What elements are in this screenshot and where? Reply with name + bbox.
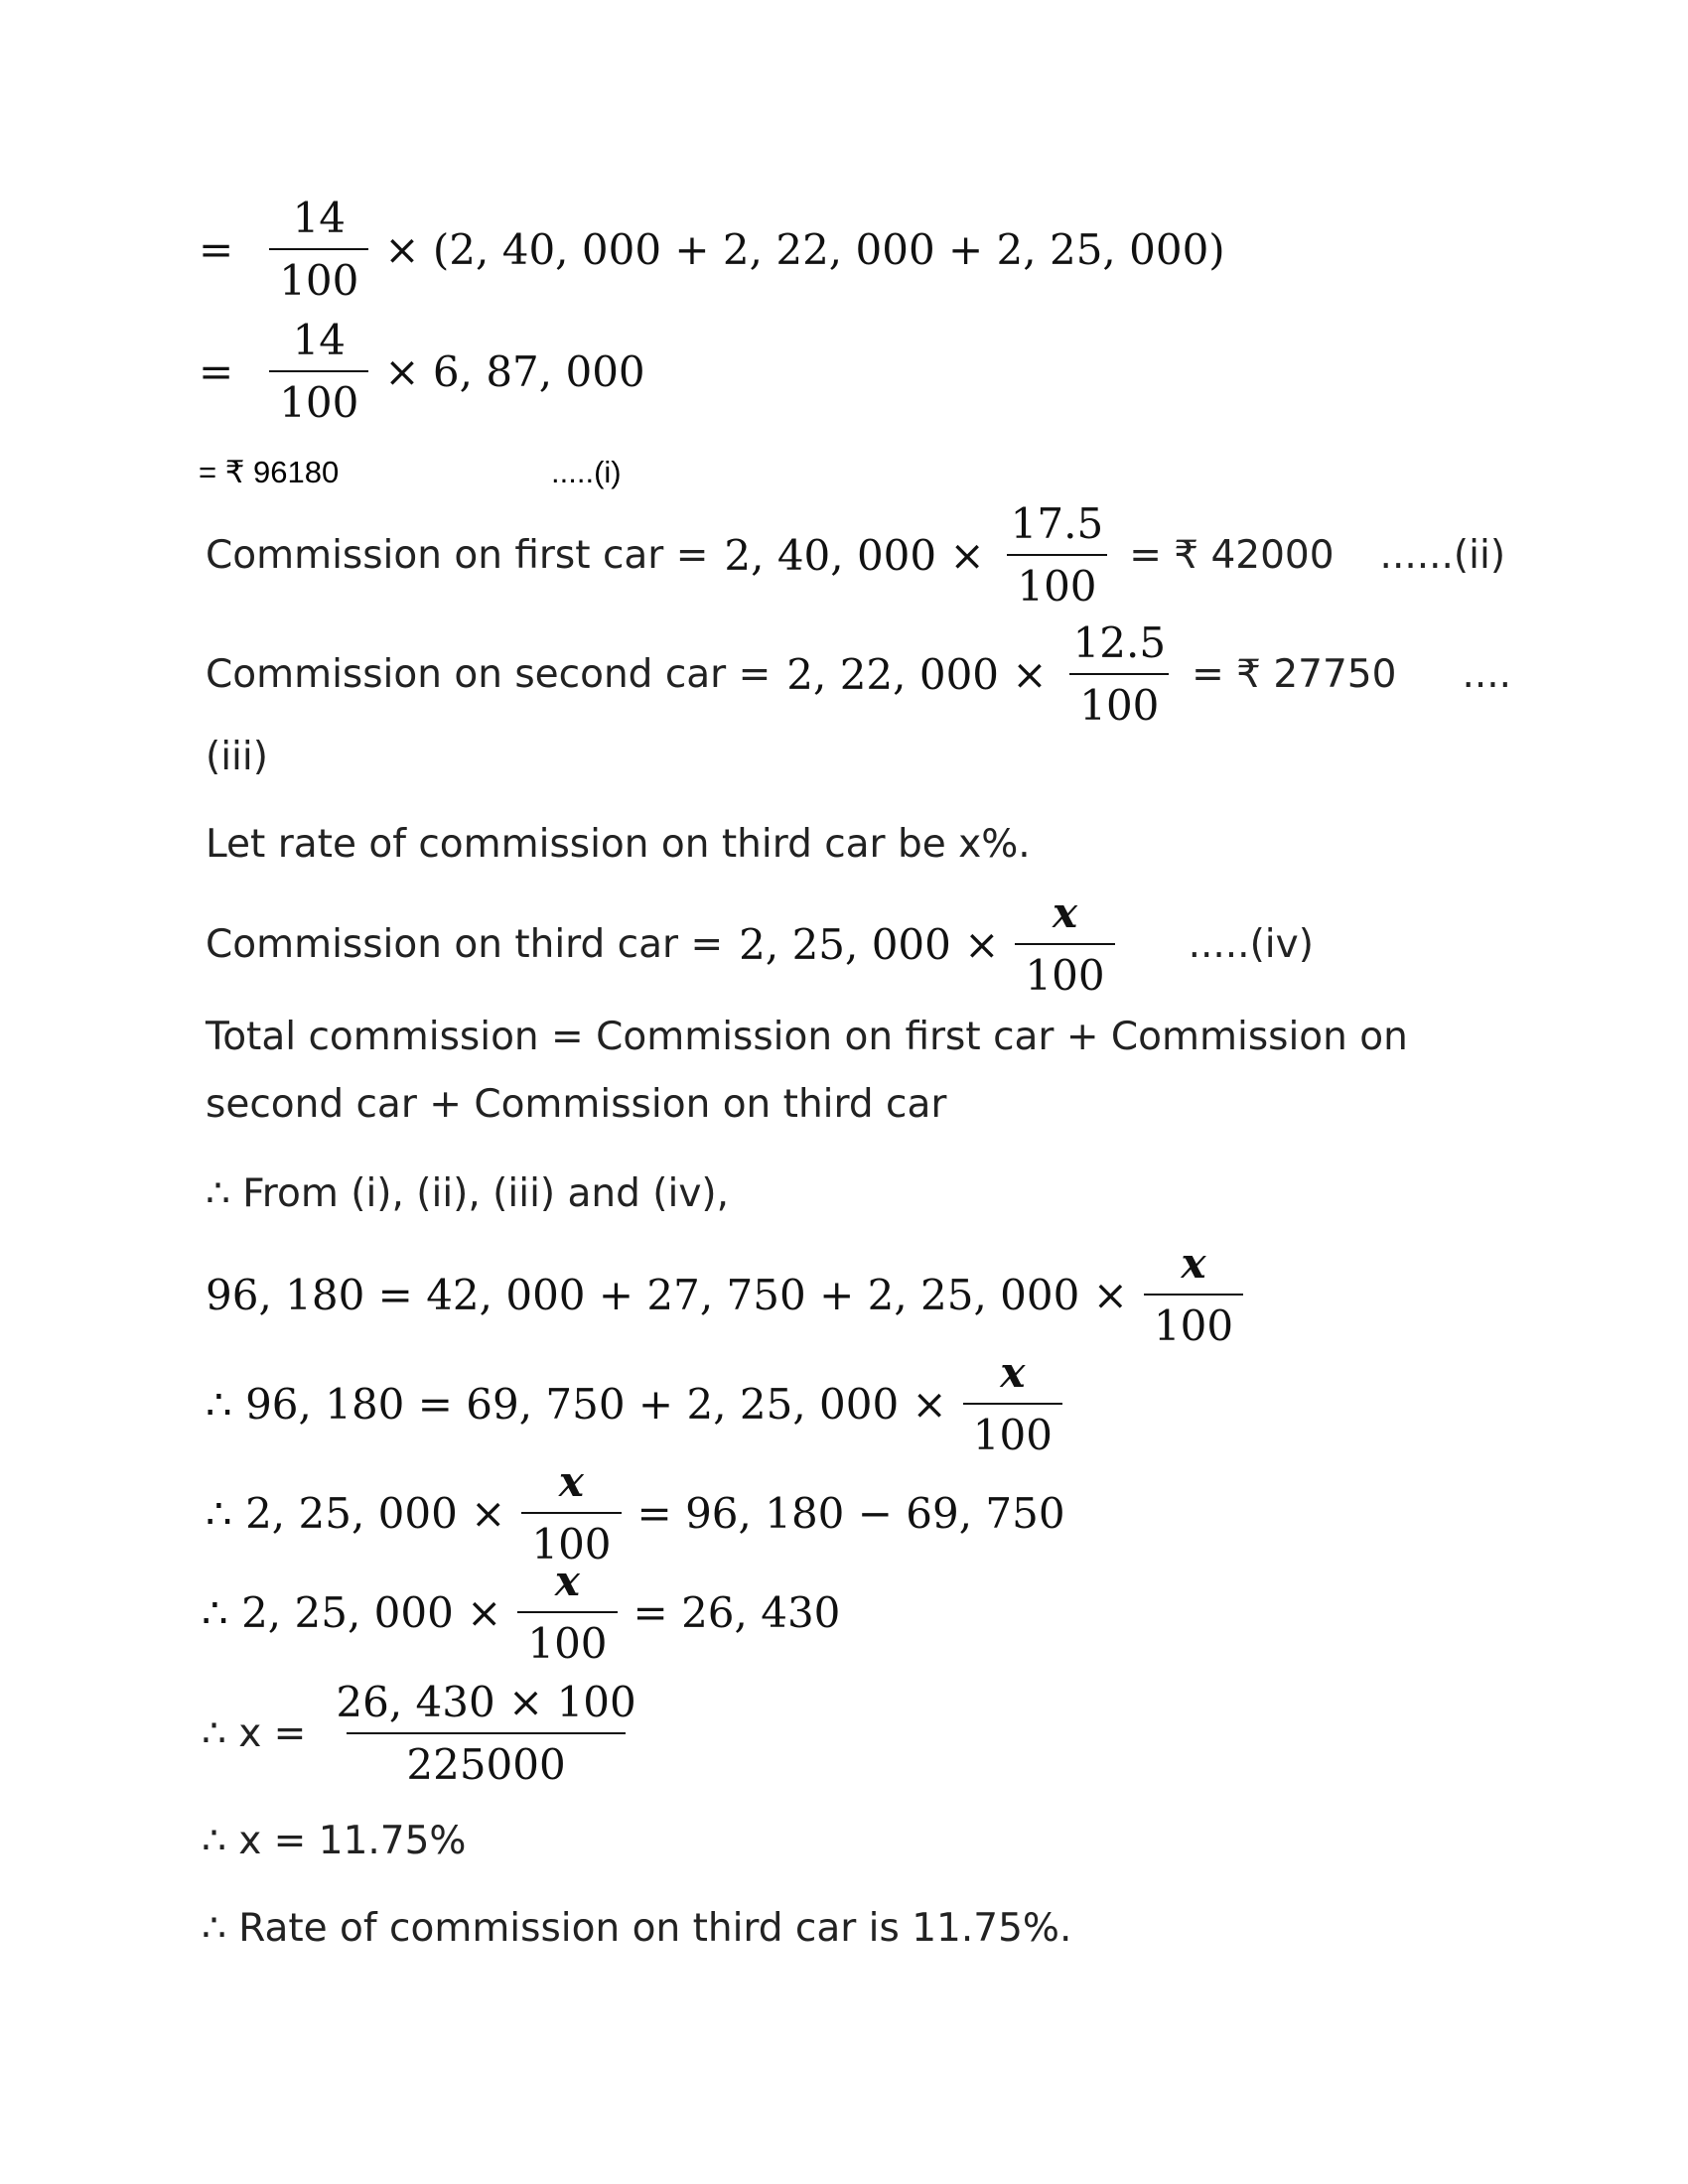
fraction	[517, 1557, 617, 1668]
fraction-denominator: 100	[1069, 673, 1169, 730]
fraction-numerator: 26, 430 × 100	[336, 1678, 636, 1726]
statement-line-17	[202, 1819, 466, 1863]
statement-line-18	[202, 1906, 1071, 1951]
fraction	[1063, 618, 1177, 730]
statement-text: ∴ x =	[202, 1710, 307, 1756]
equation-line-12	[206, 1239, 1259, 1350]
statement-text: Commission on second car =	[206, 651, 772, 697]
equation-line-4	[206, 499, 1505, 611]
fraction	[1001, 499, 1114, 611]
expression: ∴ 96, 180 = 69, 750 + 2, 25, 000 ×	[206, 1379, 947, 1429]
equation-line-8	[206, 888, 1314, 1000]
expression: 2, 40, 000 ×	[724, 530, 985, 580]
result-text: = ₹ 42000	[1129, 532, 1335, 578]
statement-line-9	[206, 1015, 1408, 1059]
expression: 2, 25, 000 ×	[739, 919, 1000, 969]
equation-line-5	[206, 618, 1511, 730]
equals-sign: =	[199, 224, 234, 274]
fraction	[326, 1678, 645, 1789]
fraction-numerator: 14	[292, 194, 347, 242]
statement-line-10	[206, 1082, 946, 1127]
fraction-denominator: 100	[1015, 943, 1114, 1000]
fraction-denominator: 100	[517, 1611, 617, 1668]
equals-sign: =	[199, 346, 234, 396]
statement-text: ∴ From (i), (ii), (iii) and (iv),	[206, 1171, 730, 1216]
statement-text: ∴ x = 11.75%	[202, 1819, 467, 1863]
equation-line-6	[206, 735, 268, 779]
equation-line-14	[206, 1457, 1065, 1569]
equation-reference: .....(i)	[551, 455, 622, 489]
statement-text: Commission on first car =	[206, 532, 709, 578]
fraction-denominator: 100	[269, 370, 368, 427]
fraction	[1015, 888, 1114, 1000]
equation-reference: ....	[1462, 651, 1512, 697]
expression: = 96, 180 − 69, 750	[636, 1488, 1065, 1538]
fraction	[269, 316, 368, 427]
fraction-denominator: 100	[269, 248, 368, 305]
fraction-denominator: 225000	[347, 1732, 625, 1789]
fraction-denominator: 100	[1144, 1294, 1243, 1350]
expression: 2, 22, 000 ×	[786, 649, 1048, 699]
equation-line-2	[199, 316, 645, 427]
expression: = 26, 430	[633, 1587, 841, 1637]
equation-line-1	[199, 194, 1225, 305]
fraction-numerator: 17.5	[1010, 499, 1104, 548]
fraction-numerator: x	[1052, 888, 1078, 937]
fraction-numerator: x	[1181, 1239, 1206, 1288]
expression: 96, 180 = 42, 000 + 27, 750 + 2, 25, 000 ×	[206, 1270, 1128, 1319]
fraction-numerator: 12.5	[1072, 618, 1167, 667]
result-text: = ₹ 27750	[1192, 651, 1397, 697]
fraction	[269, 194, 368, 305]
equation-reference: ......(ii)	[1379, 532, 1506, 578]
expression: × 6, 87, 000	[384, 346, 645, 396]
statement-line-11	[206, 1171, 729, 1216]
fraction	[521, 1457, 621, 1569]
equation-reference: .....(iv)	[1188, 921, 1314, 967]
fraction-numerator: x	[1000, 1348, 1026, 1397]
conclusion-text: ∴ Rate of commission on third car is 11.75%.	[202, 1906, 1072, 1951]
equation-line-15	[202, 1557, 840, 1668]
equation-line-13	[206, 1348, 1078, 1459]
statement-line-7	[206, 822, 1031, 867]
fraction	[963, 1348, 1062, 1459]
statement-text: Commission on third car =	[206, 921, 724, 967]
equation-reference: (iii)	[206, 735, 268, 779]
fraction-numerator: 14	[292, 316, 347, 364]
expression: ∴ 2, 25, 000 ×	[206, 1488, 506, 1538]
fraction-denominator: 100	[1007, 554, 1106, 611]
result-text: = ₹ 96180	[199, 455, 340, 489]
equation-line-3	[199, 455, 622, 490]
equation-line-16	[202, 1678, 662, 1789]
statement-text: Let rate of commission on third car be x%.	[206, 822, 1031, 867]
statement-text: Total commission = Commission on first car + Commission on	[206, 1015, 1408, 1059]
fraction-denominator: 100	[521, 1512, 621, 1569]
statement-text: second car + Commission on third car	[206, 1082, 947, 1127]
fraction-numerator: x	[558, 1457, 584, 1506]
expression: × (2, 40, 000 + 2, 22, 000 + 2, 25, 000)	[384, 224, 1225, 274]
fraction-denominator: 100	[963, 1403, 1062, 1459]
expression: ∴ 2, 25, 000 ×	[202, 1587, 502, 1637]
fraction	[1144, 1239, 1243, 1350]
fraction-numerator: x	[554, 1557, 580, 1605]
